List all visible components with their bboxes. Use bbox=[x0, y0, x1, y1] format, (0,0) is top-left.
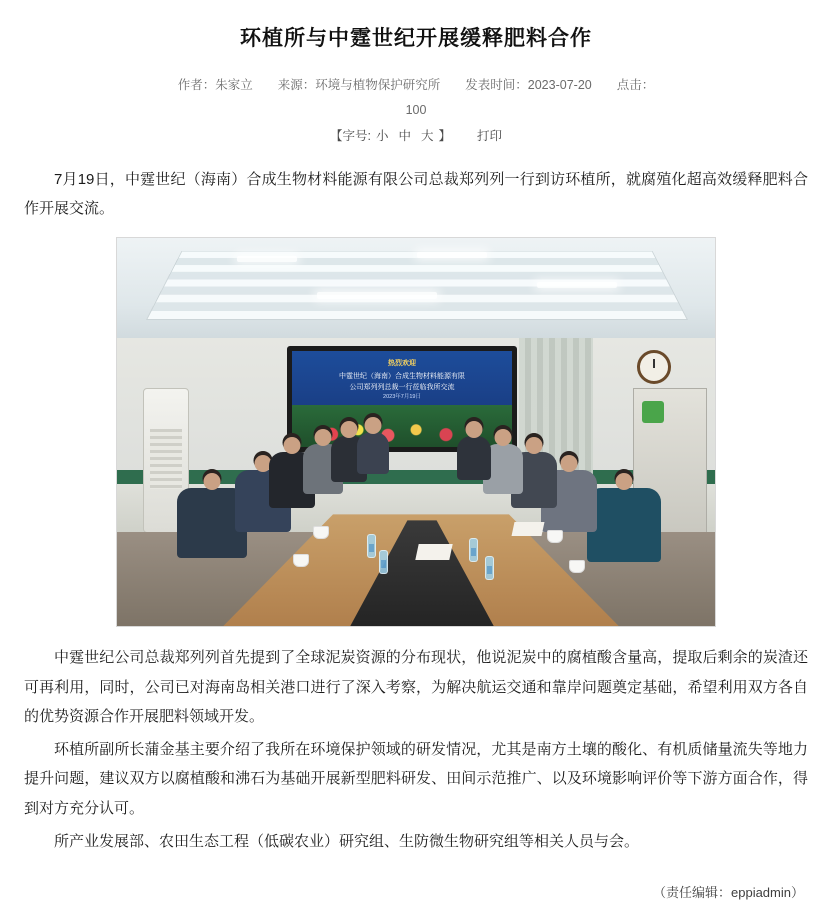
meta-author bbox=[178, 78, 253, 92]
article-body bbox=[14, 165, 818, 856]
attendee-head bbox=[561, 455, 578, 472]
ceiling-light bbox=[537, 282, 617, 288]
editor-credit: （责任编辑：eppiadmin） bbox=[653, 885, 804, 901]
attendee-head bbox=[466, 421, 483, 438]
screen-line-2: 公司郑列列总裁一行莅临我所交流 bbox=[349, 384, 455, 392]
ceiling-light bbox=[417, 252, 487, 258]
hit-count-value: 100 bbox=[405, 103, 427, 118]
meta-source-value: 环境与植物保护研究所 bbox=[315, 78, 441, 93]
font-size-small-button[interactable]: 小 bbox=[375, 129, 389, 144]
font-size-label-close: 】 bbox=[438, 129, 452, 144]
water-bottle bbox=[379, 550, 388, 574]
font-size-large-button[interactable]: 大 bbox=[420, 129, 434, 144]
ceiling-light bbox=[317, 292, 437, 299]
meta-author-label: 作者： bbox=[177, 78, 216, 93]
water-bottle bbox=[485, 556, 494, 580]
water-bottle bbox=[367, 534, 376, 558]
screen-line-1: 中霆世纪（海南）合成生物材料能源有限 bbox=[339, 373, 465, 381]
meta-publish-time bbox=[465, 78, 591, 92]
meta-publish-value: 2023-07-20 bbox=[527, 78, 592, 93]
water-bottle bbox=[469, 538, 478, 562]
attendee bbox=[587, 488, 661, 562]
tea-cup bbox=[547, 530, 563, 543]
attendee-head bbox=[284, 437, 301, 454]
attendee bbox=[357, 432, 389, 474]
meta-hits bbox=[617, 78, 655, 92]
page-title: 环植所与中霆世纪开展缓释肥料合作 bbox=[240, 27, 592, 50]
meta-source-label: 来源： bbox=[277, 78, 316, 93]
attendee-head bbox=[495, 429, 512, 446]
meta-author-value: 朱家立 bbox=[215, 78, 253, 93]
documents bbox=[415, 544, 452, 560]
paragraph: 中霆世纪公司总裁郑列列首先提到了全球泥炭资源的分布现状，他说泥炭中的腐植酸含量高，提取后剩余的炭渣还可再利用，同时，公司已对海南岛相关港口进行了深入考察，为解决航运交通和靠岸问题奠定基础，希望利用双方各自的优势资源合作开展肥料领域开发。 bbox=[24, 649, 808, 725]
paragraph: 所产业发展部、农田生态工程（低碳农业）研究组、生防微生物研究组等相关人员与会。 bbox=[54, 832, 640, 850]
print-button[interactable]: 打印 bbox=[477, 129, 503, 144]
font-size-medium-button[interactable]: 中 bbox=[398, 129, 411, 144]
meeting-photo bbox=[116, 237, 716, 627]
meta-publish-label: 发表时间： bbox=[465, 78, 528, 93]
article-tools bbox=[14, 123, 818, 151]
attendee-head bbox=[616, 473, 633, 490]
tea-cup bbox=[293, 554, 309, 567]
screen-welcome-text: 热烈欢迎 bbox=[388, 360, 416, 368]
documents bbox=[512, 522, 545, 536]
attendee-head bbox=[526, 437, 543, 454]
screen-line-3: 2023年7月19日 bbox=[383, 394, 421, 401]
tea-cup bbox=[313, 526, 329, 539]
paragraph: 环植所副所长蒲金基主要介绍了我所在环境保护领域的研发情况，尤其是南方土壤的酸化、有机质储量流失等地力提升问题，建议双方以腐植酸和沸石为基础开展新型肥料研发、田间示范推广、以及环境影响评价等下游方面合作，得到对方充分认可。 bbox=[24, 741, 808, 817]
tea-cup bbox=[569, 560, 585, 573]
attendee-head bbox=[341, 421, 358, 438]
attendee-head bbox=[315, 429, 332, 446]
meta-source bbox=[278, 78, 441, 92]
paragraph: 7月19日，中霆世纪（海南）合成生物材料能源有限公司总裁郑列列一行到访环植所，就腐殖化超高效缓释肥料合作开展交流。 bbox=[24, 170, 808, 218]
article-figure bbox=[24, 237, 808, 627]
attendee bbox=[457, 436, 491, 480]
ceiling-light bbox=[237, 256, 297, 262]
article-meta bbox=[14, 73, 818, 98]
attendee-head bbox=[365, 417, 382, 434]
attendee-head bbox=[204, 473, 221, 490]
meta-hits-label: 点击： bbox=[616, 78, 655, 93]
font-size-label: 【字号: bbox=[329, 129, 371, 144]
